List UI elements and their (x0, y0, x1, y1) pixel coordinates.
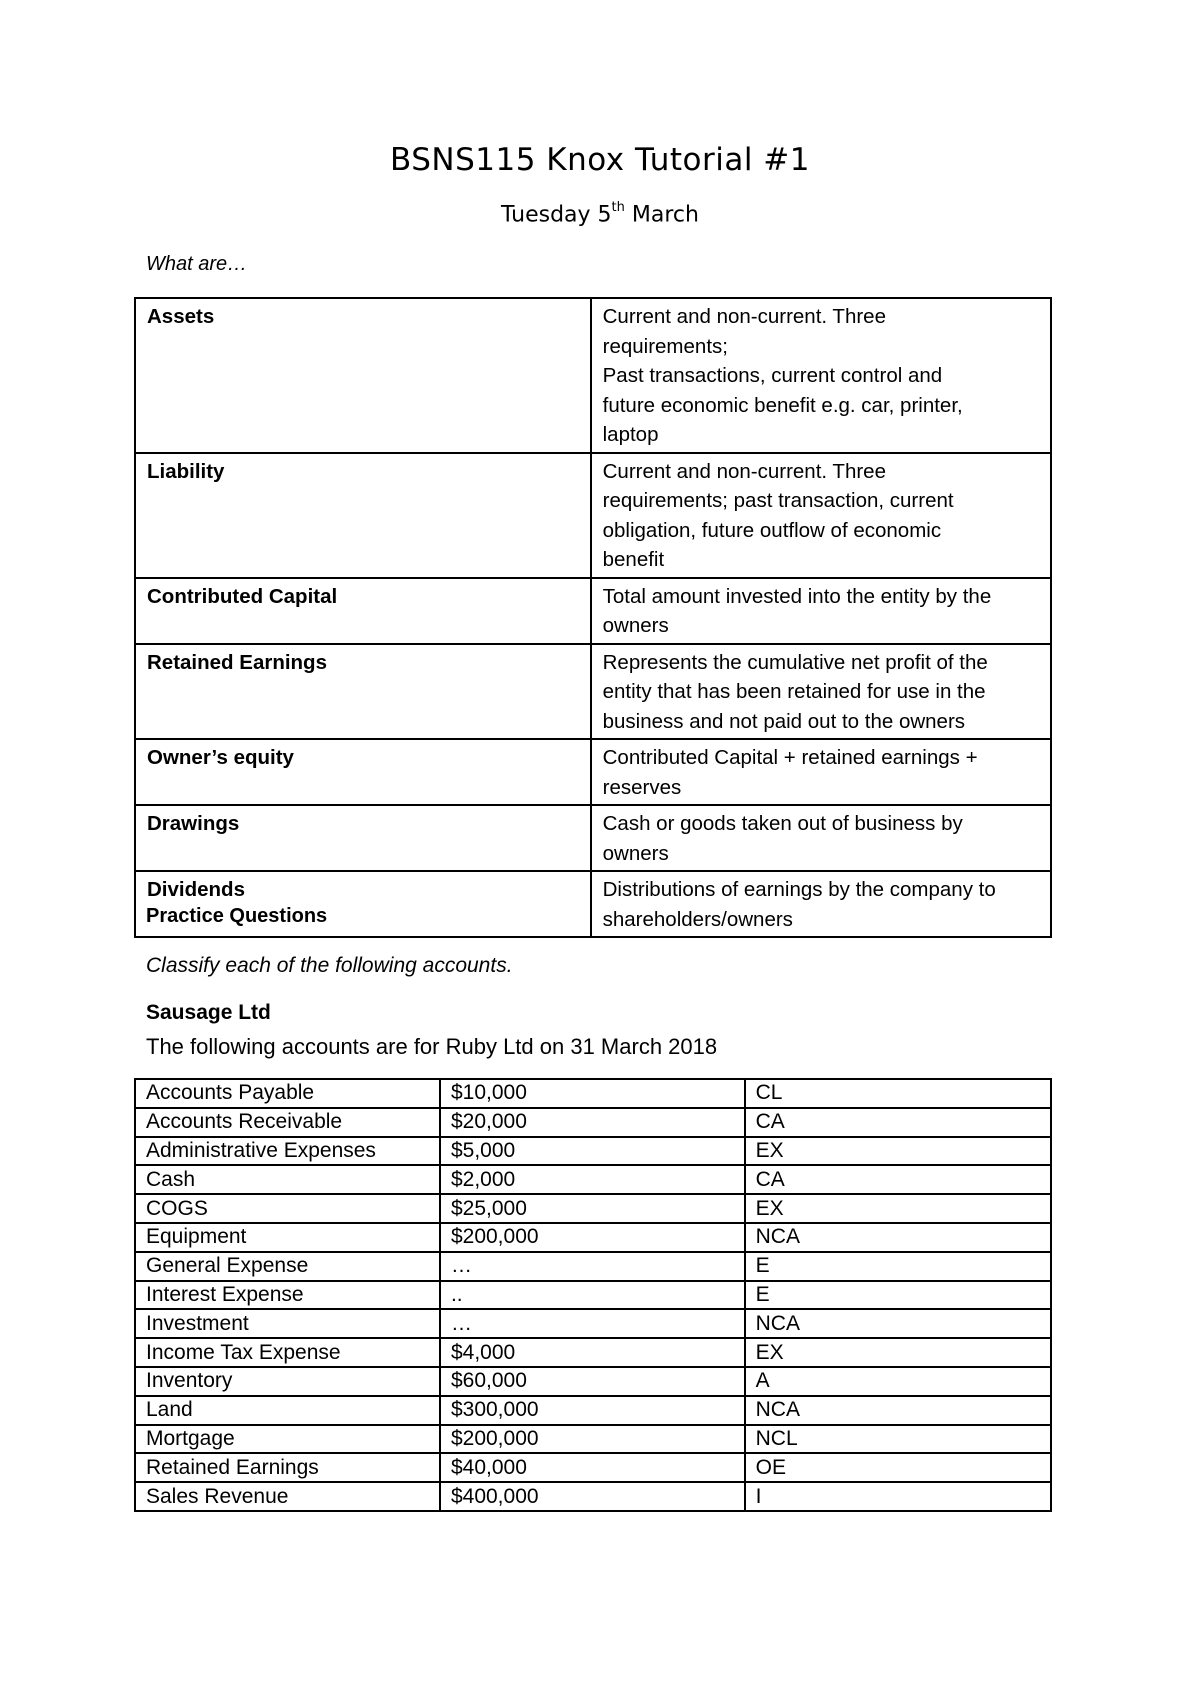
definition-line: benefit (602, 548, 665, 571)
definition-line: obligation, future outflow of economic (602, 518, 942, 542)
definition-row (135, 739, 1051, 805)
definition-line: business and not paid out to the owners (602, 709, 966, 733)
account-name: Accounts Payable (135, 1079, 440, 1108)
definition-line: Total amount invested into the entity by the (602, 584, 992, 608)
definition-description (591, 578, 1051, 644)
table-row (135, 1108, 1051, 1137)
account-name: General Expense (135, 1252, 440, 1281)
account-name: Equipment (135, 1223, 440, 1252)
account-amount: $10,000 (440, 1079, 745, 1108)
account-name: COGS (135, 1194, 440, 1223)
account-class: CA (745, 1165, 1051, 1194)
account-amount: $40,000 (440, 1453, 745, 1482)
definition-line: Current and non-current. Three (602, 305, 886, 328)
account-name: Retained Earnings (135, 1453, 440, 1482)
definition-line: laptop (602, 423, 659, 446)
definition-row (135, 298, 1051, 453)
definition-line: Distributions of earnings by the company to (602, 878, 996, 901)
account-amount: $200,000 (440, 1425, 745, 1454)
definition-line: Past transactions, current control and (602, 364, 943, 387)
table-row (135, 1396, 1051, 1425)
table-row (135, 1281, 1051, 1310)
account-amount: … (440, 1309, 745, 1338)
account-amount: … (440, 1252, 745, 1281)
account-class: I (745, 1482, 1051, 1511)
account-amount: $20,000 (440, 1108, 745, 1137)
definition-line: reserves (602, 775, 682, 799)
account-class: CL (745, 1079, 1051, 1108)
account-class: A (745, 1367, 1051, 1396)
account-class: NCA (745, 1309, 1051, 1338)
definition-row (135, 644, 1051, 740)
account-name: Interest Expense (135, 1281, 440, 1310)
account-amount: $4,000 (440, 1338, 745, 1367)
accounts-subtitle: The following accounts are for Ruby Ltd on 31 March 2018 (146, 1034, 718, 1059)
company-name: Sausage Ltd (146, 1001, 271, 1024)
definition-row (135, 805, 1051, 871)
account-class: EX (745, 1338, 1051, 1367)
definition-line: requirements; past transaction, current (602, 489, 954, 512)
definition-description (591, 644, 1051, 740)
table-row (135, 1338, 1051, 1367)
practice-heading: Practice Questions (146, 905, 328, 927)
tutorial-date (0, 202, 1200, 227)
account-class: NCL (745, 1425, 1051, 1454)
account-amount: $60,000 (440, 1367, 745, 1396)
account-class: NCA (745, 1223, 1051, 1252)
definition-term: Assets (135, 298, 591, 453)
definition-description (591, 805, 1051, 871)
definition-line: owners (602, 614, 669, 637)
table-row (135, 1309, 1051, 1338)
date-superscript: th (611, 200, 625, 215)
account-class: E (745, 1281, 1051, 1310)
definition-line: owners (602, 841, 669, 865)
definition-description (591, 453, 1051, 578)
date-tail: March (624, 202, 699, 228)
definition-line: entity that has been retained for use in the (602, 680, 986, 703)
practice-instruction: Classify each of the following accounts. (146, 954, 513, 977)
definition-line: future economic benefit e.g. car, printer, (602, 393, 963, 417)
definition-term: Liability (135, 453, 591, 578)
account-amount: $300,000 (440, 1396, 745, 1425)
account-class: OE (745, 1453, 1051, 1482)
account-class: EX (745, 1194, 1051, 1223)
account-amount: $400,000 (440, 1482, 745, 1511)
account-name: Inventory (135, 1367, 440, 1396)
account-class: NCA (745, 1396, 1051, 1425)
definition-term: Owner’s equity (135, 739, 591, 805)
account-amount: $25,000 (440, 1194, 745, 1223)
table-row (135, 1079, 1051, 1108)
definition-row (135, 578, 1051, 644)
intro-question: What are… (146, 253, 248, 275)
page-title: BSNS115 Knox Tutorial #1 (390, 142, 810, 178)
account-name: Sales Revenue (135, 1482, 440, 1511)
definition-line: Contributed Capital + retained earnings + (602, 746, 978, 769)
account-name: Cash (135, 1165, 440, 1194)
account-name: Land (135, 1396, 440, 1425)
account-name: Accounts Receivable (135, 1108, 440, 1137)
account-class: E (745, 1252, 1051, 1281)
table-row (135, 1252, 1051, 1281)
table-row (135, 1482, 1051, 1511)
definitions-table (134, 297, 1052, 938)
account-name: Income Tax Expense (135, 1338, 440, 1367)
definition-term: Contributed Capital (135, 578, 591, 644)
definition-line: Cash or goods taken out of business by (602, 812, 963, 835)
account-class: CA (745, 1108, 1051, 1137)
account-name: Mortgage (135, 1425, 440, 1454)
definition-description (591, 298, 1051, 453)
definition-line: shareholders/owners (602, 907, 793, 931)
date-main: Tuesday 5 (501, 202, 612, 228)
definition-row (135, 453, 1051, 578)
account-amount: $5,000 (440, 1137, 745, 1166)
definition-line: Represents the cumulative net profit of the (602, 650, 988, 674)
table-row (135, 1223, 1051, 1252)
definition-term: Retained Earnings (135, 644, 591, 740)
account-amount: $2,000 (440, 1165, 745, 1194)
account-class: EX (745, 1137, 1051, 1166)
table-row (135, 1137, 1051, 1166)
accounts-table (134, 1078, 1052, 1512)
definition-description (591, 871, 1051, 937)
account-name: Investment (135, 1309, 440, 1338)
table-row (135, 1367, 1051, 1396)
table-row (135, 1453, 1051, 1482)
definition-line: requirements; (602, 334, 728, 358)
definition-line: Current and non-current. Three (602, 459, 886, 483)
account-name: Administrative Expenses (135, 1137, 440, 1166)
account-amount: $200,000 (440, 1223, 745, 1252)
table-row (135, 1165, 1051, 1194)
definition-term: Dividends (135, 871, 591, 937)
table-row (135, 1425, 1051, 1454)
table-row (135, 1194, 1051, 1223)
account-amount: .. (440, 1281, 745, 1310)
definition-term: Drawings (135, 805, 591, 871)
definition-description (591, 739, 1051, 805)
